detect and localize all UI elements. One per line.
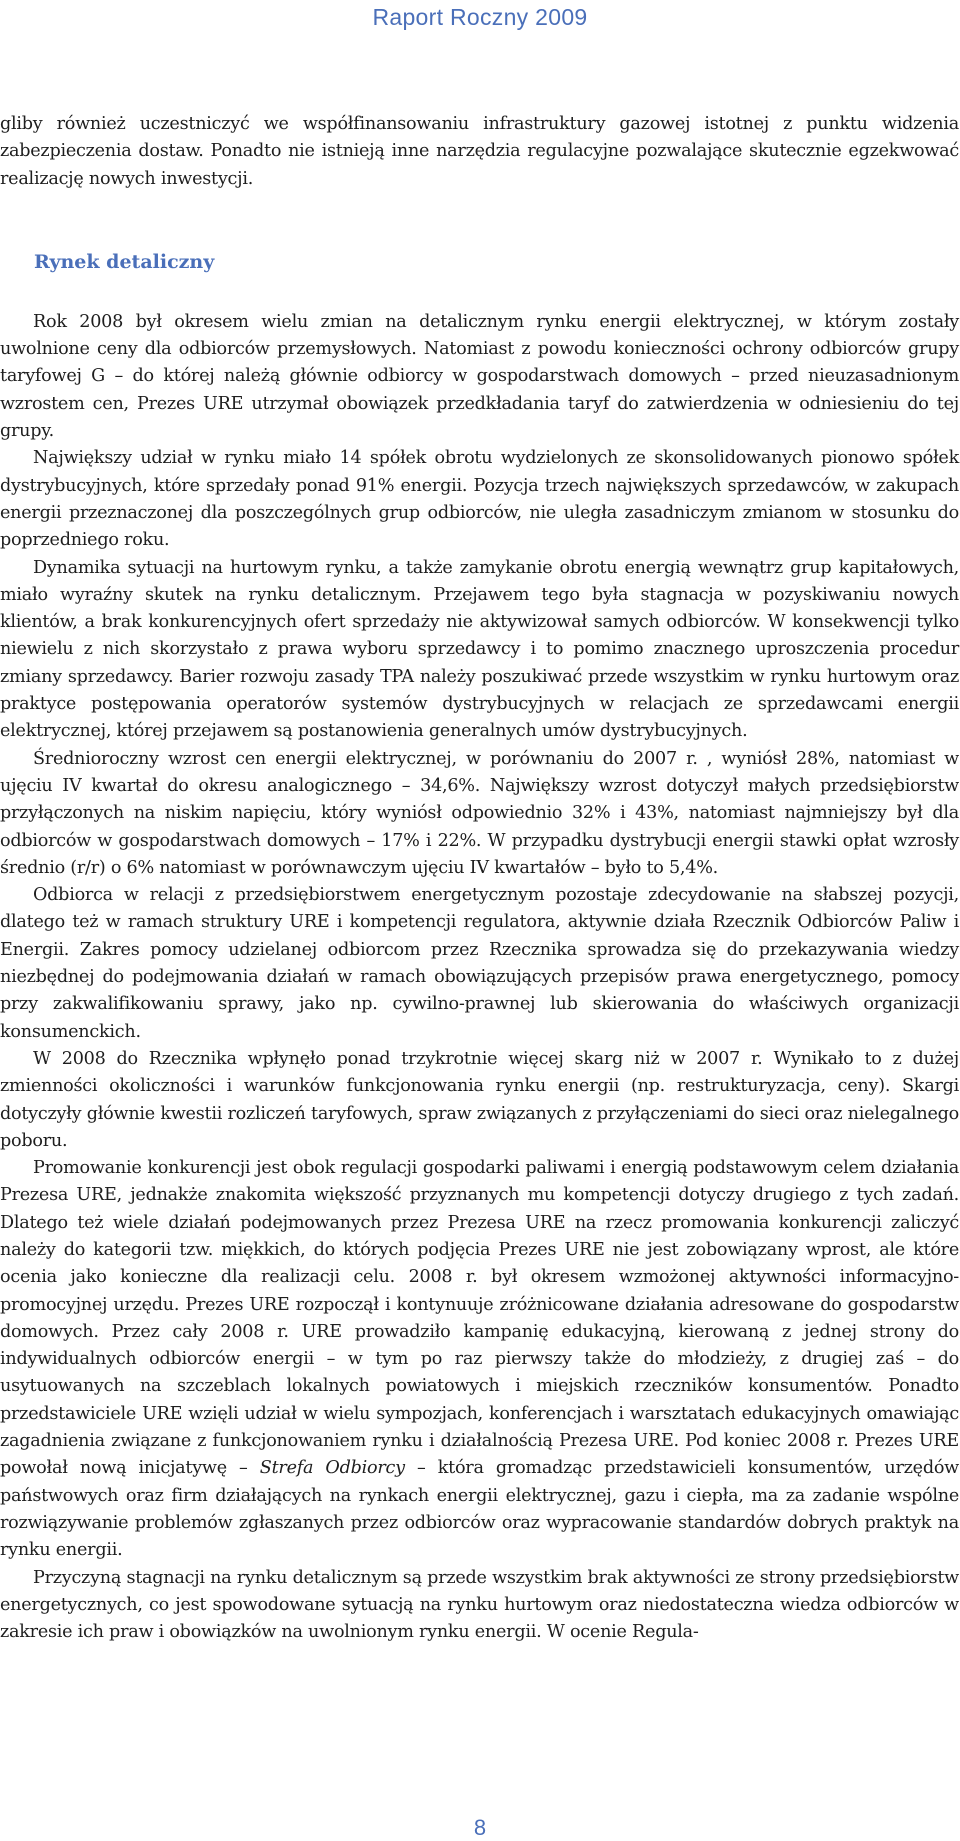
document-body — [0, 111, 959, 1646]
paragraph-continued: gliby również uczestniczyć we współfinansowaniu infrastruktury gazowej istotnej z punktu widzenia zabezpieczenia dostaw. Ponadto nie istnieją inne narzędzia regulacyjne pozwalające skutecznie egzekwować realizację nowych inwestycji. — [0, 114, 959, 189]
paragraph: Rok 2008 był okresem wielu zmian na detalicznym rynku energii elektrycznej, w którym zostały uwolnione ceny dla odbiorców przemysłowych. Natomiast z powodu konieczności ochrony odbiorców grupy taryfowej G – do której należą głównie odbiorcy w gospodarstwach domowych – przed nieuzasadnionym wzrostem cen, Prezes URE utrzymał obowiązek przedkładania taryf do zatwierdzenia w odniesieniu do tej grupy. — [0, 311, 959, 442]
paragraph — [0, 1155, 959, 1564]
page-number: 8 — [473, 1815, 487, 1840]
paragraph: W 2008 do Rzecznika wpłynęło ponad trzykrotnie więcej skarg niż w 2007 r. Wynikało to z dużej zmienności okoliczności i warunków funkcjonowania rynku energii (np. restrukturyzacja, ceny). Skargi dotyczyły głównie kwestii rozliczeń taryfowych, spraw związanych z przyłączeniami do sieci oraz nielegalnego poboru. — [0, 1048, 959, 1151]
paragraph: Średnioroczny wzrost cen energii elektrycznej, w porównaniu do 2007 r. , wyniósł 28%, natomiast w ujęciu IV kwartał do okresu analogicznego – 34,6%. Największy wzrost dotyczył małych przedsiębiorstw przyłączonych na niskim napięciu, który wyniósł odpowiednio 32% i 43%, natomiast najmniejszy był dla odbiorców w gospodarstwach domowych – 17% i 22%. W przypadku dystrybucji energii stawki opłat wzrosły średnio (r/r) o 6% natomiast w porównawczym ujęciu IV kwartałów – było to 5,4%. — [0, 748, 959, 878]
paragraph-text: Promowanie konkurencji jest obok regulacji gospodarki paliwami i energią podstawowym celem działania Prezesa URE, jednakże znakomita większość przyznanych mu kompetencji dotyczy drugiego z tych zadań. Dlatego też wiele działań podejmowanych przez Prezesa URE na rzecz promowania konkurencji zaliczyć należy do kategorii tzw. miękkich, do których podjęcia Prezes URE nie jest zobowiązany wprost, ale które ocenia jako konieczne dla realizacji celu. 2008 r. był okresem wzmożonej aktywności informacyjno-promocyjnej urzędu. Prezes URE rozpoczął i kontynuuje zróżnicowane działania adresowane do gospodarstw domowych. Przez cały 2008 r. URE prowadziło kampanię edukacyjną, kierowaną z jednej strony do indywidualnych odbiorców energii – w tym po raz pierwszy także do młodzieży, z drugiej zaś – do usytuowanych na szczeblach lokalnych powiatowych i miejskich rzeczników konsumentów. Ponadto przedstawiciele URE wzięli udział w wielu sympozjach, konferencjach i warsztatach edukacyjnych omawiając zagadnienia związane z funkcjonowaniem rynku i działalnością Prezesa URE. Pod koniec 2008 r. Prezes URE powołał nową inicjatywę – — [0, 1158, 959, 1479]
paragraph: Dynamika sytuacji na hurtowym rynku, a także zamykanie obrotu energią wewnątrz grup kapitałowych, miało wyraźny skutek na rynku detalicznym. Przejawem tego była stagnacja w pozyskiwaniu nowych klientów, a brak konkurencyjnych ofert sprzedaży nie aktywizował samych odbiorców. W konsekwencji tylko niewielu z nich skorzystało z prawa wyboru sprzedawcy i to pomimo znacznego uproszczenia procedur zmiany sprzedawcy. Barier rozwoju zasady TPA należy poszukiwać przede wszystkim w rynku hurtowym oraz praktyce postępowania operatorów systemów dystrybucyjnych w relacjach ze sprzedawcami energii elektrycznej, której przejawem są postanowienia generalnych umów dystrybucyjnych. — [0, 557, 959, 742]
paragraph: Największy udział w rynku miało 14 spółek obrotu wydzielonych ze skonsolidowanych pionowo spółek dystrybucyjnych, które sprzedały ponad 91% energii. Pozycja trzech największych sprzedawców, w zakupach energii przeznaczonej dla poszczególnych grup odbiorców, nie uległa zasadniczym zmianom w stosunku do poprzedniego roku. — [0, 448, 959, 551]
paragraph: Przyczyną stagnacji na rynku detalicznym są przede wszystkim brak aktywności ze strony przedsiębiorstw energetycznych, co jest spowodowane sytuacją na rynku hurtowym oraz niedostateczna wiedza odbiorców w zakresie ich praw i obowiązków na uwolnionym rynku energii. W ocenie Regula- — [0, 1567, 959, 1643]
section-heading: Rynek detaliczny — [34, 250, 215, 273]
running-header: Raport Roczny 2009 — [372, 4, 588, 30]
paragraph-text: – która gromadząc przedstawicieli konsumentów, urzędów państwowych oraz firm działających na rynkach energii elektrycznej, gazu i ciepła, ma za zadanie wspólne rozwiązywanie problemów zgłaszanych przez odbiorców oraz wypracowanie standardów dobrych praktyk na rynku energii. — [0, 1458, 959, 1561]
initiative-name: Strefa Odbiorcy — [259, 1458, 405, 1479]
paragraph: Odbiorca w relacji z przedsiębiorstwem energetycznym pozostaje zdecydowanie na słabszej pozycji, dlatego też w ramach struktury URE i kompetencji regulatora, aktywnie działa Rzecznik Odbiorców Paliw i Energii. Zakres pomocy udzielanej odbiorcom przez Rzecznika sprowadza się do przekazywania wiedzy niezbędnej do podejmowania działań w ramach obowiązujących przepisów prawa energetycznego, pomocy przy zakwalifikowaniu sprawy, jako np. cywilno-prawnej lub skierowania do właściwych organizacji konsumenckich. — [0, 885, 959, 1042]
